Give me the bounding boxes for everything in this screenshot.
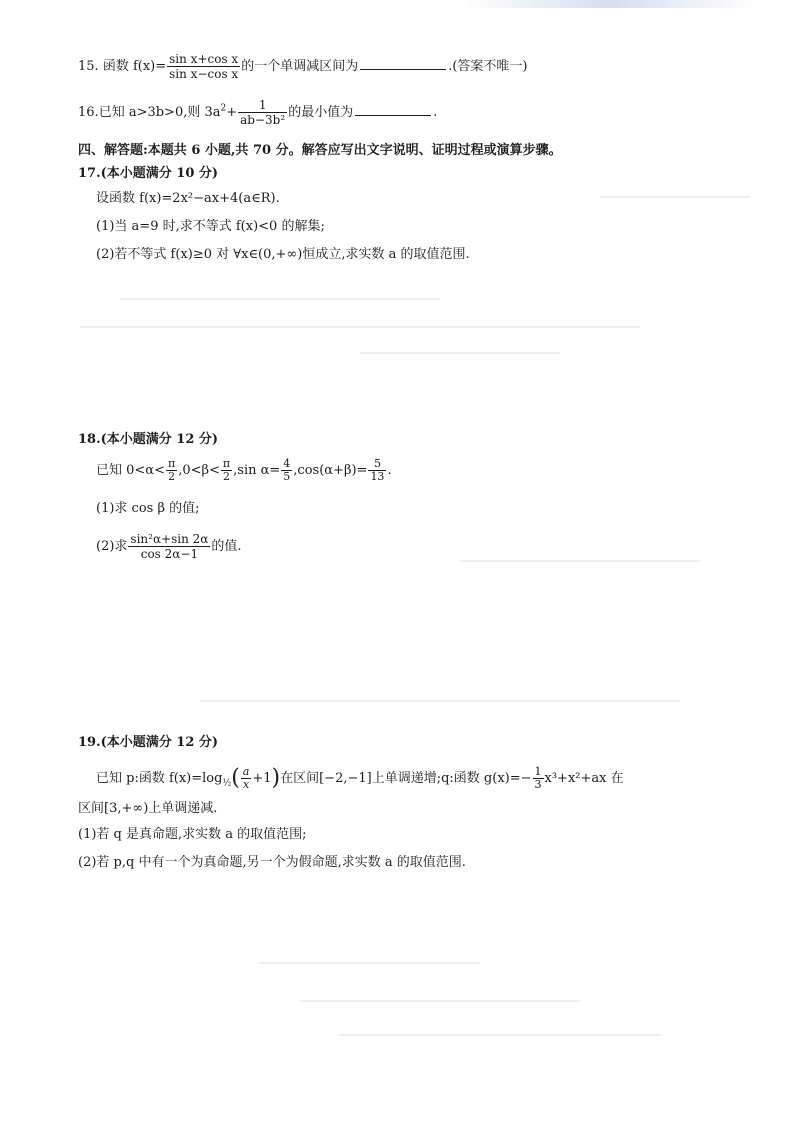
fraction-denominator: cos 2α−1 bbox=[140, 547, 199, 561]
section-heading: 四、解答题:本题共 6 小题,共 70 分。解答应写出文字说明、证明过程或演算步骤。 bbox=[78, 143, 562, 158]
fraction-numerator: sin²α+sin 2α bbox=[130, 532, 209, 546]
bleed-through bbox=[460, 560, 700, 562]
question-text: x³+x²+ax 在 bbox=[544, 771, 624, 786]
question-16 bbox=[78, 98, 437, 127]
exponent: 2 bbox=[220, 103, 227, 114]
fraction bbox=[221, 458, 232, 483]
question-text: 已知 a>3b>0,则 3a bbox=[98, 105, 221, 120]
question-number: 16. bbox=[78, 105, 99, 120]
bleed-through bbox=[340, 1034, 660, 1036]
question-18-part2 bbox=[96, 532, 242, 561]
question-17-part2: (2)若不等式 f(x)≥0 对 ∀x∈(0,+∞)恒成立,求实数 a 的取值范围. bbox=[96, 247, 470, 262]
bleed-through bbox=[120, 298, 440, 300]
question-19-stem-cont: 区间[3,+∞)上单调递减. bbox=[78, 801, 218, 816]
question-note: .(答案不唯一) bbox=[448, 59, 528, 74]
fraction bbox=[128, 532, 210, 561]
question-18-part1: (1)求 cos β 的值; bbox=[96, 501, 200, 516]
question-text: . bbox=[433, 105, 438, 120]
bleed-through bbox=[260, 962, 480, 964]
bleed-through bbox=[360, 352, 560, 354]
question-text: 已知 p:函数 f(x)=log bbox=[96, 771, 223, 786]
answer-blank[interactable] bbox=[355, 102, 431, 116]
question-text: +1 bbox=[252, 771, 272, 786]
question-15 bbox=[78, 52, 527, 81]
question-text: ,0<β< bbox=[178, 463, 220, 478]
scan-shade bbox=[460, 0, 760, 8]
question-text: ,sin α= bbox=[233, 463, 281, 478]
question-text: ,cos(α+β)= bbox=[293, 463, 368, 478]
paren-open: ( bbox=[231, 765, 240, 791]
question-text: 函数 f(x)= bbox=[102, 59, 167, 74]
question-18-stem bbox=[96, 458, 392, 483]
question-17-part1: (1)当 a=9 时,求不等式 f(x)<0 的解集; bbox=[96, 219, 325, 234]
question-text: 已知 0<α< bbox=[96, 463, 165, 478]
fraction bbox=[533, 766, 544, 791]
question-18-title: 18.(本小题满分 12 分) bbox=[78, 432, 219, 447]
question-text: 的一个单调减区间为 bbox=[241, 59, 359, 74]
fraction-denominator: 2 bbox=[223, 470, 231, 483]
fraction-numerator: 5 bbox=[368, 458, 386, 471]
fraction bbox=[241, 766, 252, 791]
fraction-numerator: sin x+cos x bbox=[169, 52, 239, 66]
fraction-numerator: 1 bbox=[238, 98, 287, 113]
fraction-denominator: 3 bbox=[534, 778, 542, 791]
fraction bbox=[166, 458, 177, 483]
question-text: . bbox=[387, 463, 392, 478]
fraction-denominator: x bbox=[242, 778, 250, 791]
question-17-stem: 设函数 f(x)=2x²−ax+4(a∈R). bbox=[96, 191, 280, 206]
log-base: ½ bbox=[222, 778, 232, 789]
bleed-through bbox=[600, 196, 750, 198]
question-17-title: 17.(本小题满分 10 分) bbox=[78, 166, 219, 181]
bleed-through bbox=[300, 1000, 580, 1002]
fraction-numerator: a bbox=[242, 765, 250, 778]
fraction bbox=[281, 458, 292, 483]
question-19-stem bbox=[96, 766, 624, 793]
question-text: (2)求 bbox=[96, 539, 128, 554]
bleed-through bbox=[80, 326, 640, 328]
fraction bbox=[238, 98, 287, 127]
bleed-through bbox=[200, 700, 680, 702]
question-19-part1: (1)若 q 是真命题,求实数 a 的取值范围; bbox=[78, 827, 307, 842]
fraction-denominator: ab−3b² bbox=[240, 113, 286, 127]
fraction bbox=[167, 52, 240, 81]
question-19-part2: (2)若 p,q 中有一个为真命题,另一个为假命题,求实数 a 的取值范围. bbox=[78, 855, 466, 870]
fraction-numerator: π bbox=[222, 457, 231, 470]
question-text: 在区间[−2,−1]上单调递增;q:函数 g(x)=− bbox=[280, 771, 532, 786]
answer-blank[interactable] bbox=[360, 56, 446, 70]
question-text: 的最小值为 bbox=[288, 105, 354, 120]
fraction-numerator: 1 bbox=[534, 765, 542, 778]
fraction bbox=[368, 458, 386, 483]
fraction-numerator: π bbox=[167, 457, 176, 470]
fraction-numerator: 4 bbox=[283, 457, 291, 470]
fraction-denominator: sin x−cos x bbox=[169, 67, 239, 81]
fraction-denominator: 13 bbox=[370, 470, 385, 483]
operator: + bbox=[226, 105, 238, 120]
paren-close: ) bbox=[271, 765, 281, 791]
fraction-denominator: 5 bbox=[283, 470, 291, 483]
fraction-denominator: 2 bbox=[168, 470, 176, 483]
question-19-title: 19.(本小题满分 12 分) bbox=[78, 735, 219, 750]
question-number: 15. bbox=[78, 59, 99, 74]
question-text: 的值. bbox=[211, 539, 242, 554]
